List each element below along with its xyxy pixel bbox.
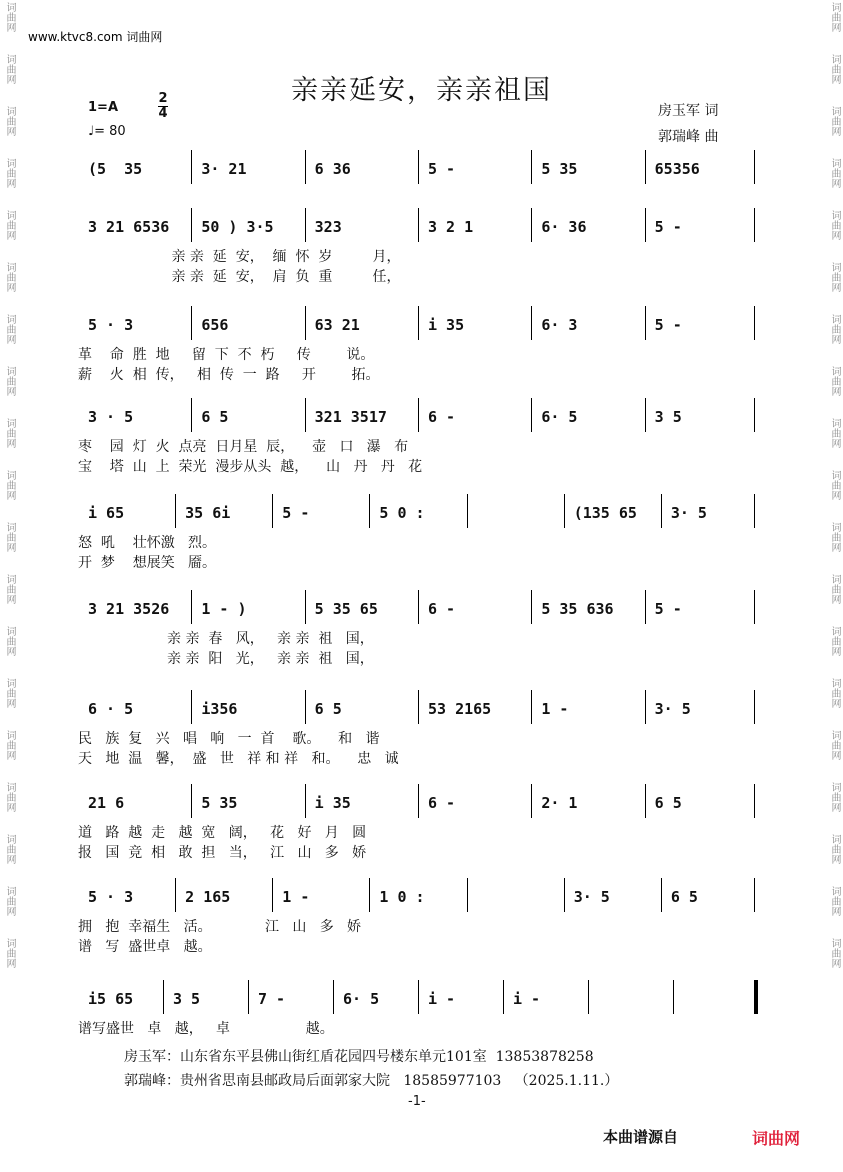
lyric-verse-2: 开 梦 想展笑 靥。: [78, 555, 217, 571]
measure: 5 35: [201, 794, 238, 812]
measure: 5 -: [428, 160, 456, 178]
lyric-verse-2: 宝 塔 山 上 荣光 漫步从头 越， 山 丹 丹 花: [78, 459, 423, 475]
bar-line: [754, 208, 755, 242]
lyric-verse-1: 拥 抱 幸福生 活。 江 山 多 娇: [78, 919, 362, 935]
bar-line: [645, 784, 646, 818]
lyric-verse-1: 道 路 越 走 越 宽 阔， 花 好 月 圆: [78, 825, 367, 841]
bar-line: [645, 590, 646, 624]
measure: 6 -: [428, 794, 456, 812]
bar-line: [645, 398, 646, 432]
bar-line: [754, 306, 755, 340]
bar-line: [418, 306, 419, 340]
notes-line: [78, 304, 758, 344]
bar-line: [531, 306, 532, 340]
measure: 1 - ): [201, 600, 247, 618]
measure: 3 21 6536: [88, 218, 170, 236]
bar-line: [645, 208, 646, 242]
bar-line: [564, 494, 565, 528]
notes-line: [78, 876, 758, 916]
lyric-verse-2: 薪 火 相 传， 相 传 一 路 开 拓。: [78, 367, 380, 383]
bar-line: [305, 306, 306, 340]
measure: 65356: [654, 160, 700, 178]
bar-line: [531, 784, 532, 818]
measure: 1 0 :: [379, 888, 425, 906]
measure: 5 35: [541, 160, 578, 178]
bar-line: [467, 878, 468, 912]
measure: 6 36: [314, 160, 351, 178]
measure: (5 35: [88, 160, 143, 178]
lyric-verse-2: 亲 亲 阳 光， 亲 亲 祖 国，: [78, 651, 374, 667]
bar-line: [531, 398, 532, 432]
measure: 2· 1: [541, 794, 578, 812]
measure: 1 -: [541, 700, 569, 718]
bar-line: [754, 590, 755, 624]
watermark-left: 词曲网 词曲网 词曲网 词曲网 词曲网 词曲网 词曲网 词曲网 词曲网 词曲网 词曲网 词曲网 词曲网 词曲网 词曲网 词曲网 词曲网 词曲网 词曲网: [4, 2, 15, 968]
measure: i 35: [428, 316, 465, 334]
bar-line: [272, 494, 273, 528]
measure: 6 5: [314, 700, 342, 718]
bar-line: [418, 784, 419, 818]
bar-line: [191, 398, 192, 432]
bar-line: [754, 980, 758, 1014]
measure: i -: [513, 990, 541, 1008]
measure: 656: [201, 316, 229, 334]
lyric-verse-1: 怒 吼 壮怀激 烈。: [78, 535, 217, 551]
measure: 3 21 3526: [88, 600, 170, 618]
measure: 6· 3: [541, 316, 578, 334]
bar-line: [564, 878, 565, 912]
measure: i5 65: [88, 990, 134, 1008]
measure: i -: [428, 990, 456, 1008]
measure: 6 -: [428, 408, 456, 426]
measure: 6 5: [201, 408, 229, 426]
measure: 321 3517: [314, 408, 387, 426]
bar-line: [645, 306, 646, 340]
lyric-verse-1: 枣 园 灯 火 点亮 日月星 辰， 壶 口 瀑 布: [78, 439, 409, 455]
lyric-verse-1: 民 族 复 兴 唱 响 一 首 歌。 和 谐: [78, 731, 380, 747]
meter-bottom: 4: [158, 106, 168, 121]
bar-line: [369, 878, 370, 912]
time-signature: [158, 92, 168, 121]
bar-line: [754, 878, 755, 912]
measure: 2 165: [185, 888, 231, 906]
measure: 6 · 5: [88, 700, 134, 718]
measure: 6· 5: [343, 990, 380, 1008]
measure: 6 -: [428, 600, 456, 618]
bar-line: [175, 878, 176, 912]
bar-line: [418, 208, 419, 242]
bar-line: [661, 494, 662, 528]
measure: 6 5: [654, 794, 682, 812]
bar-line: [531, 208, 532, 242]
bar-line: [754, 150, 755, 184]
bar-line: [191, 208, 192, 242]
measure: 7 -: [258, 990, 286, 1008]
measure: 6· 36: [541, 218, 587, 236]
notes-line: [78, 978, 758, 1018]
brand-link[interactable]: 词曲网: [752, 1129, 801, 1148]
page-number: -1-: [408, 1094, 426, 1109]
measure: 53 2165: [428, 700, 492, 718]
measure: 3· 21: [201, 160, 247, 178]
footer-composer-address: 郭瑞峰：贵州省思南县邮政局后面郭家大院 18585977103 （2025.1.11.）: [124, 1073, 619, 1089]
measure: 323: [314, 218, 342, 236]
measure: 3· 5: [573, 888, 610, 906]
bar-line: [163, 980, 164, 1014]
measure: 5 · 3: [88, 888, 134, 906]
bar-line: [418, 590, 419, 624]
bar-line: [305, 208, 306, 242]
bar-line: [531, 590, 532, 624]
lyric-verse-1: 谱写盛世 卓 越， 卓 越。: [78, 1021, 334, 1037]
bar-line: [503, 980, 504, 1014]
measure: 5 -: [654, 600, 682, 618]
measure: i356: [201, 700, 238, 718]
measure: 6 5: [670, 888, 698, 906]
measure: 5 -: [654, 218, 682, 236]
bar-line: [305, 398, 306, 432]
lyric-verse-1: 革 命 胜 地 留 下 不 朽 传 说。: [78, 347, 375, 363]
bar-line: [333, 980, 334, 1014]
source-label: 本曲谱源自: [603, 1128, 679, 1146]
bar-line: [175, 494, 176, 528]
bar-line: [661, 878, 662, 912]
notes-line: [78, 688, 758, 728]
lyric-verse-2: 报 国 竞 相 敢 担 当， 江 山 多 娇: [78, 845, 367, 861]
lyric-verse-2: 亲 亲 延 安， 肩 负 重 任，: [78, 269, 401, 285]
notes-line: [78, 782, 758, 822]
notes-line: [78, 588, 758, 628]
measure: 1 -: [282, 888, 310, 906]
measure: 3 · 5: [88, 408, 134, 426]
lyric-verse-1: 亲 亲 延 安， 缅 怀 岁 月，: [78, 249, 401, 265]
bar-line: [191, 590, 192, 624]
measure: 3 2 1: [428, 218, 474, 236]
lyricist-credit: 房玉军 词: [658, 103, 719, 119]
measure: 5 35 65: [314, 600, 378, 618]
notes-line: [78, 206, 758, 246]
bar-line: [191, 784, 192, 818]
key-signature: 1=A: [88, 100, 118, 115]
bar-line: [673, 980, 674, 1014]
song-title: 亲亲延安，亲亲祖国: [291, 75, 552, 106]
measure: 5 · 3: [88, 316, 134, 334]
bar-line: [191, 150, 192, 184]
measure: 3 5: [654, 408, 682, 426]
measure: 21 6: [88, 794, 125, 812]
measure: (135 65: [573, 504, 637, 522]
tempo-marking: ♩= 80: [88, 124, 126, 139]
bar-line: [305, 690, 306, 724]
bar-line: [754, 494, 755, 528]
bar-line: [467, 494, 468, 528]
bar-line: [588, 980, 589, 1014]
measure: i 65: [88, 504, 125, 522]
bar-line: [191, 690, 192, 724]
bar-line: [754, 784, 755, 818]
notes-line: [78, 396, 758, 436]
bar-line: [272, 878, 273, 912]
measure: 6· 5: [541, 408, 578, 426]
notes-line: [78, 492, 758, 532]
lyric-verse-2: 谱 写 盛世卓 越。: [78, 939, 212, 955]
measure: i 35: [314, 794, 351, 812]
footer-lyricist-address: 房玉军：山东省东平县佛山街红盾花园四号楼东单元101室 13853878258: [124, 1049, 594, 1065]
bar-line: [531, 690, 532, 724]
bar-line: [418, 980, 419, 1014]
notes-line: [78, 148, 758, 188]
measure: 3· 5: [654, 700, 691, 718]
bar-line: [305, 590, 306, 624]
lyric-verse-1: 亲 亲 春 风， 亲 亲 祖 国，: [78, 631, 374, 647]
bar-line: [418, 150, 419, 184]
bar-line: [531, 150, 532, 184]
measure: 50 ) 3·5: [201, 218, 274, 236]
bar-line: [305, 150, 306, 184]
composer-credit: 郭瑞峰 曲: [658, 129, 719, 145]
measure: 35 6i: [185, 504, 231, 522]
lyric-verse-2: 天 地 温 馨， 盛 世 祥 和 祥 和。 忠 诚: [78, 751, 399, 767]
bar-line: [754, 690, 755, 724]
meter-top: 2: [158, 91, 168, 106]
bar-line: [305, 784, 306, 818]
measure: 5 35 636: [541, 600, 614, 618]
measure: 5 -: [654, 316, 682, 334]
bar-line: [248, 980, 249, 1014]
bar-line: [645, 690, 646, 724]
watermark-right: 词曲网 词曲网 词曲网 词曲网 词曲网 词曲网 词曲网 词曲网 词曲网 词曲网 词曲网 词曲网 词曲网 词曲网 词曲网 词曲网 词曲网 词曲网 词曲网: [829, 2, 840, 968]
measure: 5 0 :: [379, 504, 425, 522]
bar-line: [418, 690, 419, 724]
measure: 3· 5: [670, 504, 707, 522]
measure: 63 21: [314, 316, 360, 334]
site-url[interactable]: www.ktvc8.com 词曲网: [28, 30, 163, 44]
bar-line: [754, 398, 755, 432]
bar-line: [369, 494, 370, 528]
bar-line: [418, 398, 419, 432]
bar-line: [645, 150, 646, 184]
measure: 3 5: [173, 990, 201, 1008]
bar-line: [191, 306, 192, 340]
measure: 5 -: [282, 504, 310, 522]
